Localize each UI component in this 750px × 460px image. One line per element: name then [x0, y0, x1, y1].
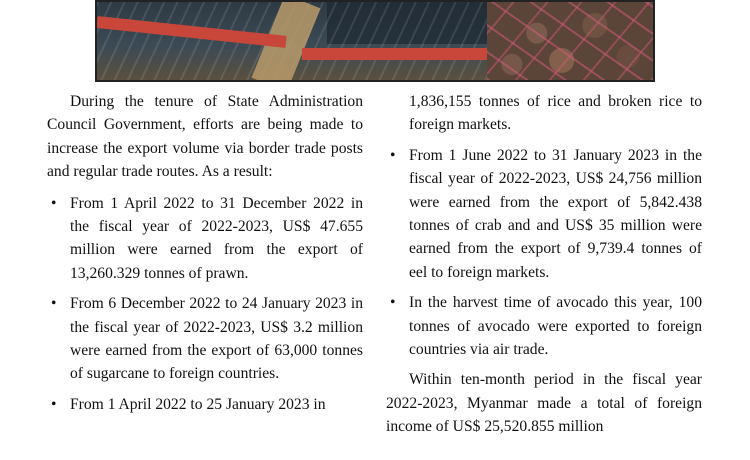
left-column: [47, 90, 363, 416]
right-column: [386, 90, 702, 439]
prawn-farm-photo: [97, 2, 487, 80]
continued-text: 1,836,155 tonnes of rice and broken rice to foreign markets.: [409, 93, 702, 134]
intro-paragraph: During the tenure of State Administration Council Government, efforts are being made to increase the export volume via border trade posts and regular trade routes. As a result:: [47, 93, 363, 181]
crabs-photo: [487, 2, 653, 80]
bullet-icon: •: [51, 295, 57, 313]
list-item: • From 1 April 2022 to 31 December 2022 in the fiscal year of 2022-2023, US$ 47.655 million were earned from the export of 13,260.329 tonnes of prawn.: [47, 192, 363, 286]
list-item: • In the harvest time of avocado this year, 100 tonnes of avocado were exported to foreign countries via air trade.: [386, 291, 702, 361]
bullet-icon: •: [390, 294, 396, 312]
bullet-icon: •: [390, 146, 396, 164]
list-item: • From 1 June 2022 to 31 January 2023 in the fiscal year of 2022-2023, US$ 24,756 million were earned from the export of 5,842.438 tonnes of crab and and US$ 35 million were earned from the export of 9,739.4 tonnes of eel to foreign markets.: [386, 144, 702, 284]
closing-paragraph: Within ten-month period in the fiscal year 2022-2023, Myanmar made a total of foreign income of US$ 25,520.855 million: [386, 371, 702, 436]
list-item: • From 1 April 2022 to 25 January 2023 in: [47, 393, 363, 416]
left-bullet-list: [47, 192, 363, 417]
header-photo-strip: [95, 0, 655, 82]
bullet-icon: •: [51, 194, 57, 212]
right-bullet-list: [386, 144, 702, 362]
list-item: • From 6 December 2022 to 24 January 2023 in the fiscal year of 2022-2023, US$ 3.2 million were earned from the export of 63,000 tonnes of sugarcane to foreign countries.: [47, 292, 363, 386]
bullet-icon: •: [51, 395, 57, 413]
